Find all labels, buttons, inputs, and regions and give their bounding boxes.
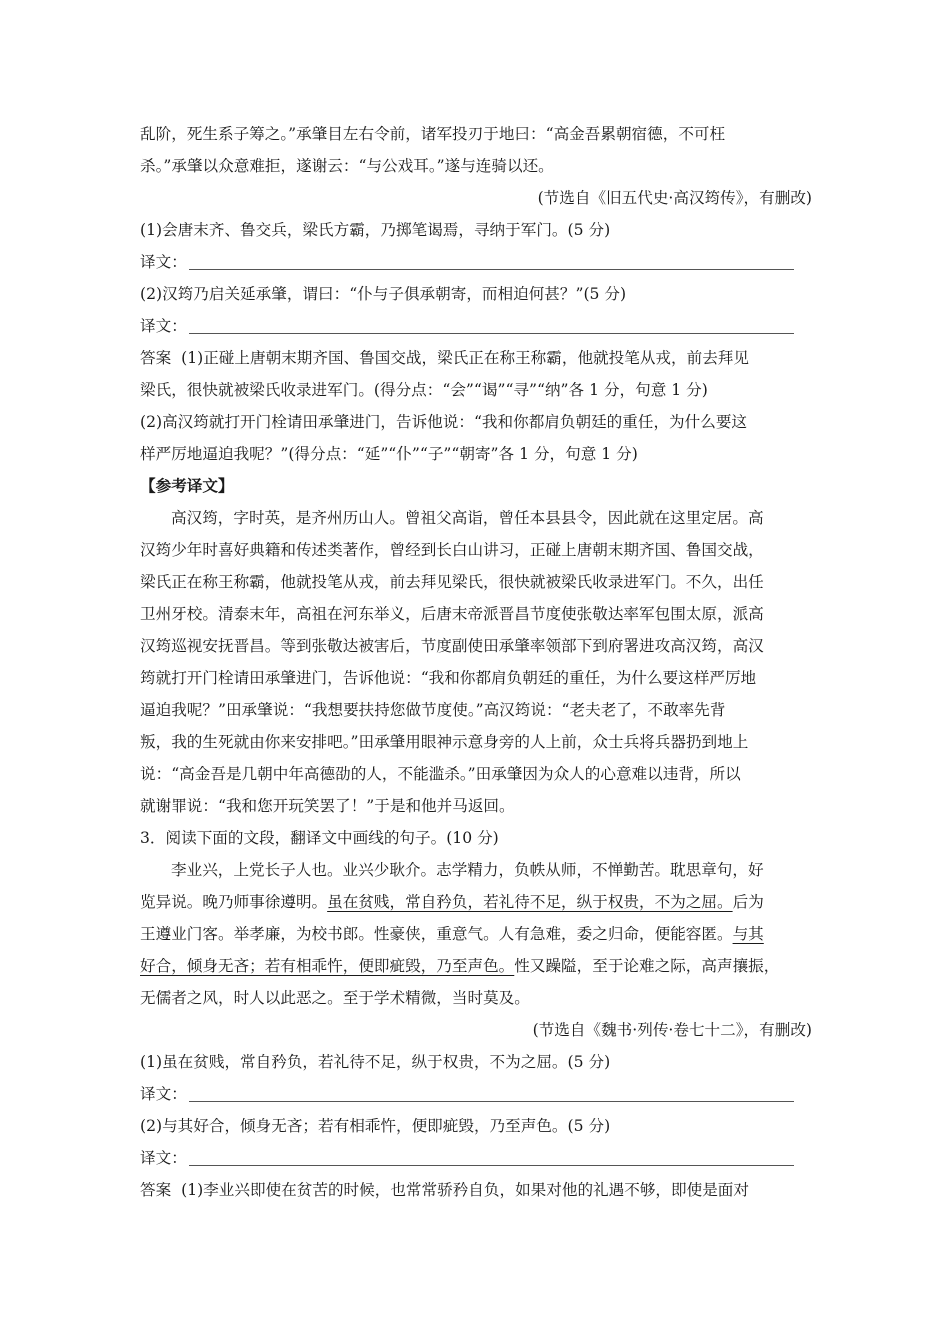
answer-label: 答案 [140, 1181, 172, 1199]
passage-line: 无儒者之风，时人以此恶之。至于学术精微，当时莫及。 [140, 989, 530, 1007]
passage-line: 好合，倾身无吝；若有相乖忤，便即疵毁，乃至声色。性又躁隘，至于论难之际，高声攘振， [140, 957, 780, 975]
reference-line: 梁氏正在称王称霸，他就投笔从戎，前去拜见梁氏，很快就被梁氏收录进军门。不久，出任 [140, 573, 764, 591]
reference-line: 卫州牙校。清泰末年，高祖在河东举义，后唐末帝派晋昌节度使张敬达率军包围太原，派高 [140, 605, 764, 623]
underlined-sentence-2-start: 与其 [732, 925, 764, 943]
reference-line: 逼迫我呢？”田承肇说：“我想要扶持您做节度使。”高汉筠说：“老夫老了，不敢率先背 [140, 701, 726, 719]
source-citation: (节选自《旧五代史·高汉筠传》，有删改) [537, 189, 812, 207]
answer-line: 样严厉地逼迫我呢？”(得分点：“延”“仆”“子”“朝寄”各 1 分，句意 1 分) [140, 445, 638, 463]
question-item-2: (2)与其好合，倾身无吝；若有相乖忤，便即疵毁，乃至声色。(5 分) [140, 1117, 611, 1135]
passage-line: 李业兴，上党长子人也。业兴少耿介。志学精力，负帙从师，不惮勤苦。耽思章句，好 [171, 861, 764, 879]
translation-label: 译文： [140, 1149, 187, 1167]
answer-line: (2)高汉筠就打开门栓请田承肇进门，告诉他说：“我和你都肩负朝廷的重任，为什么要这 [140, 413, 748, 431]
reference-line: 筠就打开门栓请田承肇进门，告诉他说：“我和你都肩负朝廷的重任，为什么要这样严厉地 [140, 669, 757, 687]
answer-line: 答案 (1)李业兴即使在贫苦的时候，也常常骄矜自负，如果对他的礼遇不够，即使是面对 [140, 1181, 749, 1199]
translation-answer-row [140, 1078, 812, 1110]
passage-line: 杀。”承肇以众意难拒，遂谢云：“与公戏耳。”遂与连骑以还。 [140, 157, 554, 175]
translation-answer-row [140, 246, 812, 278]
translation-answer-row [140, 310, 812, 342]
translation-answer-row [140, 1142, 812, 1174]
translation-blank-line[interactable] [189, 311, 794, 334]
question-item-1: (1)虽在贫贱，常自矜负，若礼待不足，纵于权贵，不为之屈。(5 分) [140, 1053, 611, 1071]
translation-label: 译文： [140, 253, 187, 271]
answer-line: 梁氏，很快就被梁氏收录进军门。(得分点：“会”“谒”“寻”“纳”各 1 分，句意 1 分) [140, 381, 708, 399]
question-3-prompt: 3．阅读下面的文段，翻译文中画线的句子。(10 分) [140, 829, 499, 847]
answer-label: 答案 [140, 349, 172, 367]
reference-line: 汉筠少年时喜好典籍和传述类著作，曾经到长白山讲习，正碰上唐朝末期齐国、鲁国交战， [140, 541, 764, 559]
translation-label: 译文： [140, 1085, 187, 1103]
translation-label: 译文： [140, 317, 187, 335]
translation-blank-line[interactable] [189, 247, 794, 270]
passage-line: 王遵业门客。举孝廉，为校书郎。性豪侠，重意气。人有急难，委之归命，便能容匿。与其 [140, 925, 764, 943]
answer-line: 答案 (1)正碰上唐朝末期齐国、鲁国交战，梁氏正在称王称霸，他就投笔从戎，前去拜见 [140, 349, 749, 367]
translation-blank-line[interactable] [189, 1079, 794, 1102]
translation-blank-line[interactable] [189, 1143, 794, 1166]
reference-line: 说：“高金吾是几朝中年高德劭的人，不能滥杀。”田承肇因为众人的心意难以违背，所以 [140, 765, 741, 783]
passage-line: 览异说。晚乃师事徐遵明。虽在贫贱，常自矜负，若礼待不足，纵于权贵，不为之屈。后为 [140, 893, 764, 911]
underlined-sentence-2-end: 好合，倾身无吝；若有相乖忤，便即疵毁，乃至声色。 [140, 957, 515, 975]
reference-line: 汉筠巡视安抚晋昌。等到张敬达被害后，节度副使田承肇率领部下到府署进攻高汉筠，高汉 [140, 637, 764, 655]
question-item-1: (1)会唐末齐、鲁交兵，梁氏方霸，乃掷笔谒焉，寻纳于军门。(5 分) [140, 221, 611, 239]
question-item-2: (2)汉筠乃启关延承肇，谓曰：“仆与子俱承朝寄，而相迫何甚？”(5 分) [140, 285, 627, 303]
reference-line: 叛，我的生死就由你来安排吧。”田承肇用眼神示意身旁的人上前，众士兵将兵器扔到地上 [140, 733, 749, 751]
reference-line: 就谢罪说：“我和您开玩笑罢了！”于是和他并马返回。 [140, 797, 515, 815]
source-citation: (节选自《魏书·列传·卷七十二》，有删改) [532, 1021, 812, 1039]
document-body [140, 118, 812, 1206]
passage-line: 乱阶，死生系子筹之。”承肇目左右令前，诸军投刃于地曰：“高金吾累朝宿德，不可枉 [140, 125, 726, 143]
reference-translation-heading: 【参考译文】 [140, 476, 234, 495]
underlined-sentence-1: 虽在贫贱，常自矜负，若礼待不足，纵于权贵，不为之屈。 [327, 893, 733, 911]
reference-line: 高汉筠，字时英，是齐州历山人。曾祖父高诣，曾任本县县令，因此就在这里定居。高 [171, 509, 764, 527]
